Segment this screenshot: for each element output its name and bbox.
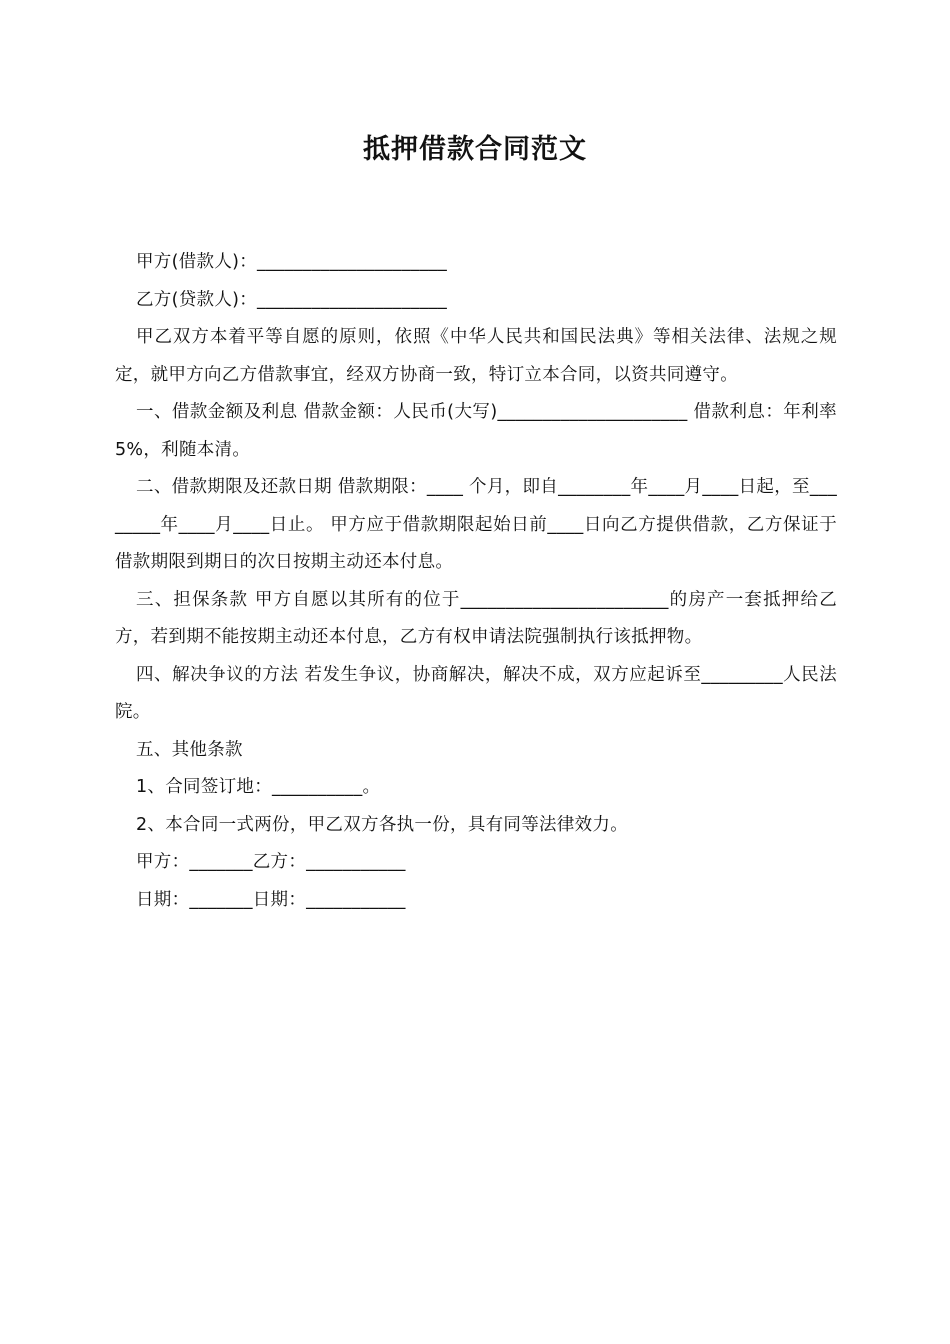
party-b-line: 乙方(贷款人)：_____________________ (136, 289, 448, 310)
clause-guarantee: 三、担保条款 甲方自愿以其所有的位于_______________________的房产一套抵押给乙方，若到期不能按期主动还本付息，乙方有权申请法院强制执行该抵押物。 (115, 589, 837, 647)
document-title: 抵押借款合同范文 (363, 134, 587, 165)
signature-line: 甲方：_______乙方：___________ (136, 852, 406, 872)
clause-other-heading: 五、其他条款 (136, 739, 243, 760)
clause-loan-term: 二、借款期限及还款日期 借款期限：____ 个月，即自________年____月____日起，至________年____月____日止。 甲方应于借款期限起始日前____日向乙方提供借款，乙方保证于借款期限到期日的次日按期主动还本付息。 (115, 477, 837, 572)
document-body (115, 244, 837, 919)
clause-dispute-resolution: 四、解决争议的方法 若发生争议，协商解决，解决不成，双方应起诉至_________人民法院。 (115, 664, 837, 722)
clause-loan-amount: 一、借款金额及利息 借款金额：人民币(大写)_____________________ 借款利息：年利率5%，利随本清。 (115, 402, 837, 460)
party-a-line: 甲方(借款人)：_____________________ (136, 252, 448, 272)
clause-copies: 2、本合同一式两份，甲乙双方各执一份，具有同等法律效力。 (136, 814, 629, 835)
preamble-paragraph: 甲乙双方本着平等自愿的原则，依照《中华人民共和国民法典》等相关法律、法规之规定，就甲方向乙方借款事宜，经双方协商一致，特订立本合同，以资共同遵守。 (115, 327, 837, 385)
clause-signing-place: 1、合同签订地：__________。 (136, 777, 381, 797)
date-line: 日期：_______日期：___________ (136, 889, 406, 910)
